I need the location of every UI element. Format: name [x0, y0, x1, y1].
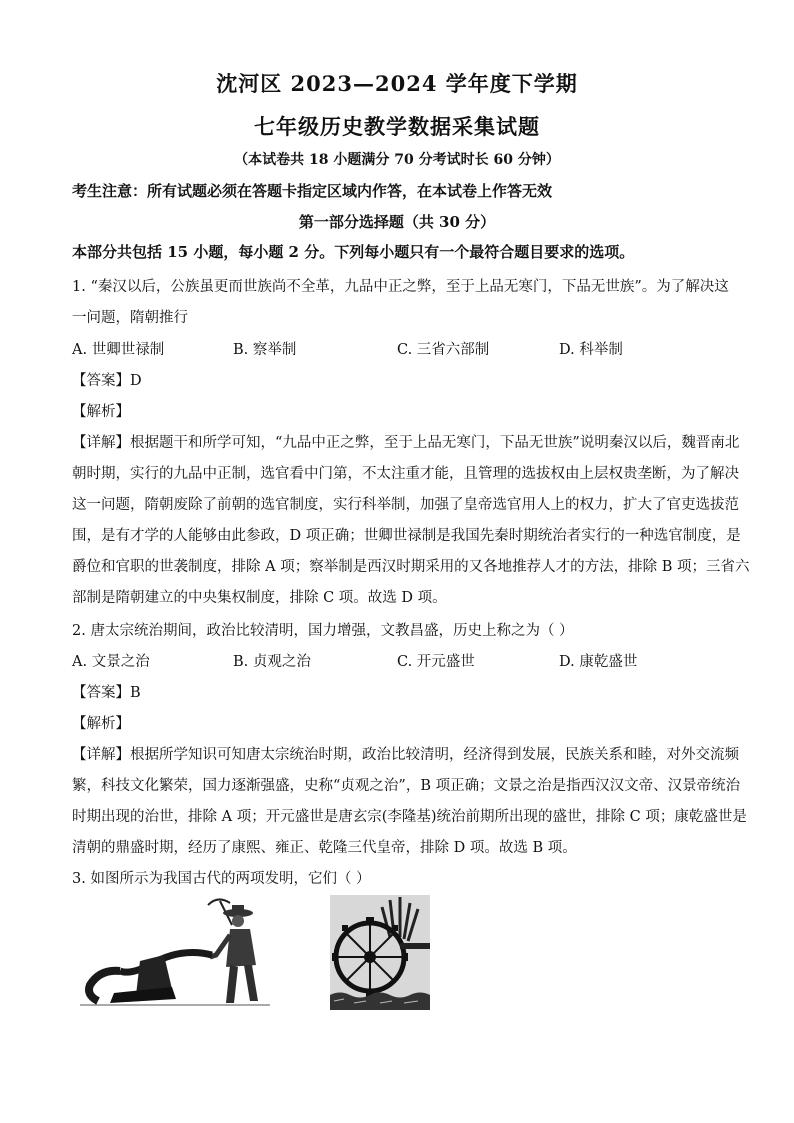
water-wheel-illustration [330, 895, 430, 1010]
q1-option-d: D. 科举制 [559, 342, 623, 358]
q1-answer: 【答案】D [72, 373, 142, 389]
q1-detail-line: 爵位和官职的世袭制度，排除 A 项；察举制是西汉时期采用的又各地推荐人才的方法，排除 B 项；三省六 [72, 559, 750, 575]
q2-detail-line: 【详解】根据所学知识可知唐太宗统治时期，政治比较清明，经济得到发展，民族关系和睦，对外交流频 [72, 747, 739, 763]
q1-option-a: A. 世卿世禄制 [72, 342, 165, 358]
q1-detail-line: 围，是有才学的人能够由此参政，D 项正确；世卿世禄制是我国先秦时期统治者实行的一种选官制度，是 [72, 528, 741, 544]
exam-subtitle: （本试卷共 18 小题满分 70 分考试时长 60 分钟） [234, 152, 560, 168]
q2-option-d: D. 康乾盛世 [559, 654, 638, 670]
q1-detail-line: 【详解】根据题干和所学可知，“九品中正之弊，至于上品无寒门，下品无世族”说明秦汉以后，魏晋南北 [72, 435, 740, 451]
q1-detail-line: 部制是隋朝建立的中央集权制度，排除 C 项。故选 D 项。 [72, 590, 447, 606]
q1-option-b: B. 察举制 [233, 342, 297, 358]
q2-option-c: C. 开元盛世 [397, 654, 475, 670]
exam-title-line2: 七年级历史教学数据采集试题 [254, 114, 540, 139]
q2-stem: 2. 唐太宗统治期间，政治比较清明，国力增强，文教昌盛，历史上称之为（ ） [72, 623, 574, 639]
q1-stem-line1: 1. “秦汉以后，公族虽更而世族尚不全革，九品中正之弊，至于上品无寒门，下品无世族”。为了解决这 [72, 279, 729, 295]
q2-analysis-label: 【解析】 [72, 716, 130, 732]
q1-analysis-label: 【解析】 [72, 404, 130, 420]
plough-illustration [80, 895, 275, 1013]
q2-option-a: A. 文景之治 [72, 654, 150, 670]
section-title: 第一部分选择题（共 30 分） [298, 213, 496, 231]
q2-option-b: B. 贞观之治 [233, 654, 311, 670]
q1-option-c: C. 三省六部制 [397, 342, 490, 358]
exam-title-line1: 沈河区 2023—2024 学年度下学期 [216, 71, 578, 96]
q1-stem-line2: 一问题，隋朝推行 [72, 310, 188, 326]
q2-detail-line: 繁，科技文化繁荣，国力逐渐强盛，史称“贞观之治”，B 项正确；文景之治是指西汉汉文帝、汉景帝统治 [72, 778, 741, 794]
q1-detail-line: 朝时期，实行的九品中正制，选官看中门第，不太注重才能，且管理的选拔权由上层权贵垄断，为了解决 [72, 466, 739, 482]
section-instruction: 本部分共包括 15 小题，每小题 2 分。下列每小题只有一个最符合题目要求的选项。 [72, 243, 635, 261]
q1-detail-line: 这一问题，隋朝废除了前朝的选官制度，实行科举制，加强了皇帝选官用人上的权力，扩大了官吏选拔范 [72, 497, 739, 513]
q3-stem: 3. 如图所示为我国古代的两项发明，它们（ ） [72, 871, 371, 887]
exam-notice: 考生注意：所有试题必须在答题卡指定区域内作答，在本试卷上作答无效 [72, 182, 553, 200]
q2-detail-line: 清朝的鼎盛时期，经历了康熙、雍正、乾隆三代皇帝，排除 D 项。故选 B 项。 [72, 840, 577, 856]
q2-answer: 【答案】B [72, 685, 141, 701]
q2-detail-line: 时期出现的治世，排除 A 项；开元盛世是唐玄宗(李隆基)统治前期所出现的盛世，排除 C 项；康乾盛世是 [72, 809, 747, 825]
